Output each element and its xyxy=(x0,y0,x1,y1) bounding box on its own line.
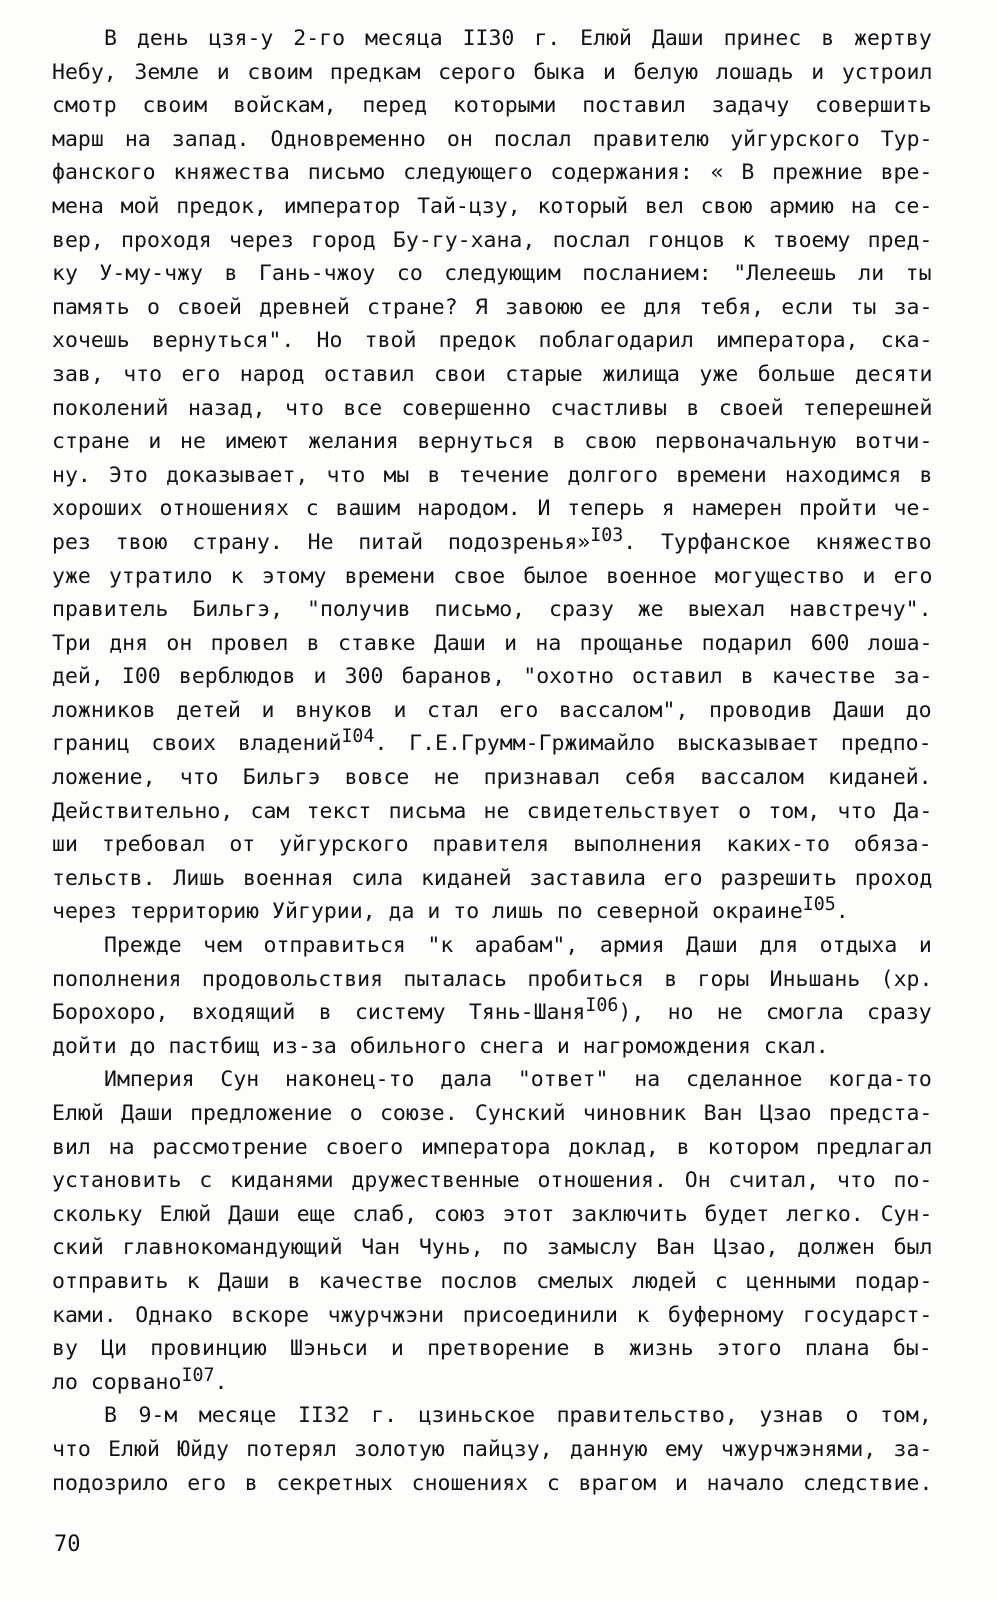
text-line: В 9-м месяце II32 г. цзиньское правительство, узнав о том, xyxy=(104,1403,932,1429)
text-line: пополнения продовольствия пыталась пробиться в горы Иньшань (хр. xyxy=(52,966,933,992)
text-line: скольку Елюй Даши еще слаб, союз этот заключить будет легко. Сун- xyxy=(52,1201,933,1227)
footnote-ref-105: I05 xyxy=(802,894,836,916)
text-line: правитель Бильгэ, "получив письмо, сразу же выехал навстречу". xyxy=(52,597,932,623)
text-line: хочешь вернуться". Но твой предок поблагодарил императора, ска- xyxy=(52,328,933,354)
text-line: память о своей древней стране? Я завоюю ее для тебя, если ты за- xyxy=(52,294,933,320)
text-line: уже утратило к этому времени свое былое военное могущество и его xyxy=(52,563,933,589)
text-line: дей, I00 верблюдов и 300 баранов, "охотно оставил в качестве за- xyxy=(52,664,933,690)
text-line: тельств. Лишь военная сила киданей заставила его разрешить проход xyxy=(52,865,933,891)
text-line: смотр своим войскам, перед которыми поставил задачу совершить xyxy=(52,93,932,119)
text-line: рез твою страну. Не питай подозренья»$^{I03}$. Турфанское княжество xyxy=(52,524,932,555)
body-text xyxy=(52,22,932,1500)
text-line: Елюй Даши предложение о союзе. Сунский чиновник Ван Цзао предста- xyxy=(52,1101,933,1126)
text-line: марш на запад. Одновременно он послал правителю уйгурского Тур- xyxy=(52,126,933,152)
text-line: Борохоро, входящий в систему Тянь-Шаня$^{I06}$), но не смогла сразу xyxy=(52,995,932,1026)
text-line: Империя Сун наконец-то дала "ответ" на сделанное когда-то xyxy=(104,1067,932,1093)
text-line: зав, что его народ оставил свои старые жилища уже больше десяти xyxy=(52,361,933,387)
text-line: ложение, что Бильгэ вовсе не признавал себя вассалом киданей. xyxy=(52,765,932,791)
text-line: вил на рассмотрение своего императора доклад, в котором предлагал xyxy=(52,1134,933,1160)
page-number: 70 xyxy=(54,1532,81,1557)
text-line: хороших отношениях с вашим народом. И теперь я намерен пройти че- xyxy=(52,496,933,522)
text-line: дойти до пастбищ из-за обильного снега и нагромождения скал. xyxy=(52,1033,829,1059)
text-line: ку У-му-чжу в Гань-чжоу со следующим посланием: "Лелеешь ли ты xyxy=(52,261,932,287)
text-line: вер, проходя через город Бу-гу-хана, послал гонцов к твоему пред- xyxy=(52,227,933,253)
text-line: ками. Однако вскоре чжурчжэни присоединили к буферному государст- xyxy=(52,1302,933,1328)
text-line: отправить к Даши в качестве послов смелых людей с ценными подар- xyxy=(52,1268,933,1294)
footnote-ref-104: I04 xyxy=(341,726,375,748)
text-line: что Елюй Юйду потерял золотую пайцзу, данную ему чжурчжэнями, за- xyxy=(52,1436,933,1462)
text-line: мена мой предок, император Тай-цзу, который вел свою армию на се- xyxy=(52,193,933,219)
text-line: фанского княжества письмо следующего содержания: « В прежние вре- xyxy=(52,160,933,186)
footnote-ref-103: I03 xyxy=(590,524,624,546)
text-line: через территорию Уйгурии, да и то лишь по северной окраине$^{I05}$. xyxy=(52,894,849,925)
footnote-ref-106: I06 xyxy=(585,995,619,1016)
text-line: установить с киданями дружественные отношения. Он считал, что по- xyxy=(52,1168,933,1194)
text-line: ский главнокомандующий Чан Чунь, по замыслу Ван Цзао, должен был xyxy=(52,1235,933,1261)
text-line: Три дня он провел в ставке Даши и на прощанье подарил 600 лоша- xyxy=(52,630,933,656)
text-line: В день цзя-у 2-го месяца II30 г. Елюй Даши принес в жертву xyxy=(104,26,932,51)
text-line: Действительно, сам текст письма не свидетельствует о том, что Да- xyxy=(52,798,933,824)
text-line: поколений назад, что все совершенно счастливы в своей теперешней xyxy=(52,395,933,421)
text-line: стране и не имеют желания вернуться в свою первоначальную вотчи- xyxy=(52,429,933,455)
text-line: ши требовал от уйгурского правителя выполнения каких-то обяза- xyxy=(52,832,932,858)
text-line: ну. Это доказывает, что мы в течение долгого времени находимся в xyxy=(52,462,933,488)
text-line: ложников детей и внуков и стал его вассалом", проводив Даши до xyxy=(52,697,932,723)
text-line: ву Ци провинцию Шэньси и претворение в жизнь этого плана бы- xyxy=(52,1336,932,1362)
footnote-ref-107: I07 xyxy=(181,1364,215,1386)
text-line: Небу, Земле и своим предкам серого быка и белую лошадь и устроил xyxy=(52,59,933,85)
text-line: Прежде чем отправиться "к арабам", армия Даши для отдыха и xyxy=(104,933,932,959)
text-line: границ своих владений$^{I04}$. Г.Е.Грумм-Гржимайло высказывает предпо- xyxy=(52,726,932,757)
text-line: подозрило его в секретных сношениях с врагом и начало следствие. xyxy=(52,1470,933,1496)
text-line: ло сорвано$^{I07}$. xyxy=(52,1364,228,1395)
